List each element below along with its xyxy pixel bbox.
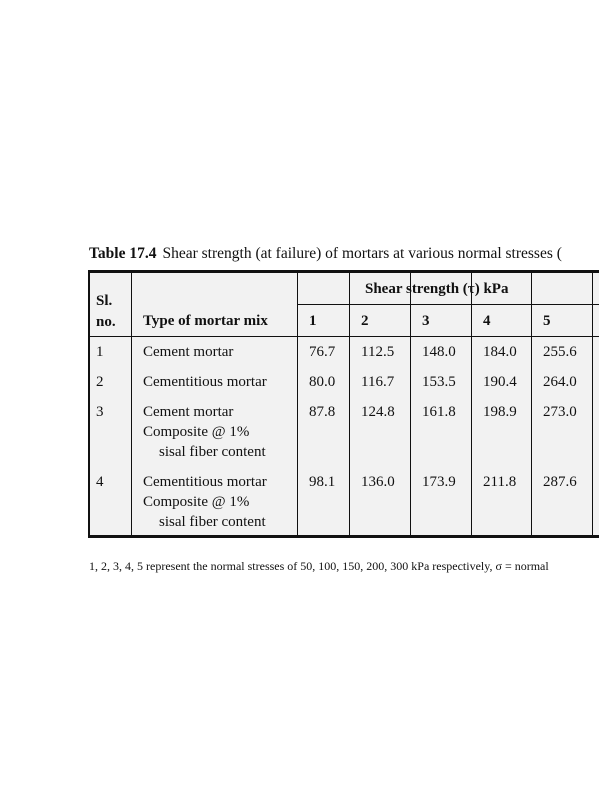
row-2-val-4: 190.4 bbox=[483, 374, 517, 390]
header-type-of-mix: Type of mortar mix bbox=[143, 313, 268, 329]
row-4-val-3: 173.9 bbox=[422, 474, 456, 490]
table-footnote: 1, 2, 3, 4, 5 represent the normal stresses of 50, 100, 150, 200, 300 kPa respectively, σ = normal bbox=[89, 559, 549, 573]
row-1-sl: 1 bbox=[96, 344, 104, 360]
col-divider bbox=[471, 273, 472, 535]
row-3-type-line2: Composite @ 1% bbox=[143, 424, 250, 440]
col-divider bbox=[131, 273, 132, 535]
row-2-sl: 2 bbox=[96, 374, 104, 390]
row-3-type-line3: sisal fiber content bbox=[159, 444, 266, 460]
col-divider bbox=[297, 273, 298, 535]
row-4-val-5: 287.6 bbox=[543, 474, 577, 490]
col-divider bbox=[349, 273, 350, 535]
row-2-val-2: 116.7 bbox=[361, 374, 395, 390]
header-col-3: 3 bbox=[422, 313, 430, 329]
table-caption bbox=[89, 244, 562, 264]
col-divider bbox=[592, 273, 593, 535]
row-2-val-3: 153.5 bbox=[422, 374, 456, 390]
row-2-val-5: 264.0 bbox=[543, 374, 577, 390]
row-3-val-3: 161.8 bbox=[422, 404, 456, 420]
row-2-type: Cementitious mortar bbox=[143, 374, 267, 390]
row-1-val-5: 255.6 bbox=[543, 344, 577, 360]
row-1-val-1: 76.7 bbox=[309, 344, 336, 360]
row-1-val-3: 148.0 bbox=[422, 344, 456, 360]
row-1-val-4: 184.0 bbox=[483, 344, 517, 360]
row-2-val-1: 80.0 bbox=[309, 374, 336, 390]
row-4-val-1: 98.1 bbox=[309, 474, 336, 490]
row-4-sl: 4 bbox=[96, 474, 104, 490]
row-1-type: Cement mortar bbox=[143, 344, 234, 360]
row-4-type-line3: sisal fiber content bbox=[159, 514, 266, 530]
row-1-val-2: 112.5 bbox=[361, 344, 395, 360]
shear-strength-table bbox=[88, 270, 599, 538]
table-title: Shear strength (at failure) of mortars at various normal stresses ( bbox=[162, 245, 562, 262]
header-sl-line1: Sl. bbox=[96, 293, 113, 309]
row-3-val-2: 124.8 bbox=[361, 404, 395, 420]
table-number: Table 17.4 bbox=[89, 245, 157, 262]
row-4-val-4: 211.8 bbox=[483, 474, 517, 490]
header-bottom-rule bbox=[90, 336, 599, 337]
header-shear-strength: Shear strength (τ) kPa bbox=[365, 281, 509, 297]
col-divider bbox=[410, 273, 411, 535]
row-3-val-5: 273.0 bbox=[543, 404, 577, 420]
row-3-val-1: 87.8 bbox=[309, 404, 336, 420]
header-group-rule bbox=[297, 304, 599, 305]
header-col-5: 5 bbox=[543, 313, 551, 329]
row-3-type-line1: Cement mortar bbox=[143, 404, 234, 420]
header-col-4: 4 bbox=[483, 313, 491, 329]
row-4-val-2: 136.0 bbox=[361, 474, 395, 490]
header-col-2: 2 bbox=[361, 313, 369, 329]
row-4-type-line2: Composite @ 1% bbox=[143, 494, 250, 510]
row-4-type-line1: Cementitious mortar bbox=[143, 474, 267, 490]
row-3-sl: 3 bbox=[96, 404, 104, 420]
col-divider bbox=[531, 273, 532, 535]
header-col-1: 1 bbox=[309, 313, 317, 329]
row-3-val-4: 198.9 bbox=[483, 404, 517, 420]
header-sl-line2: no. bbox=[96, 314, 116, 330]
